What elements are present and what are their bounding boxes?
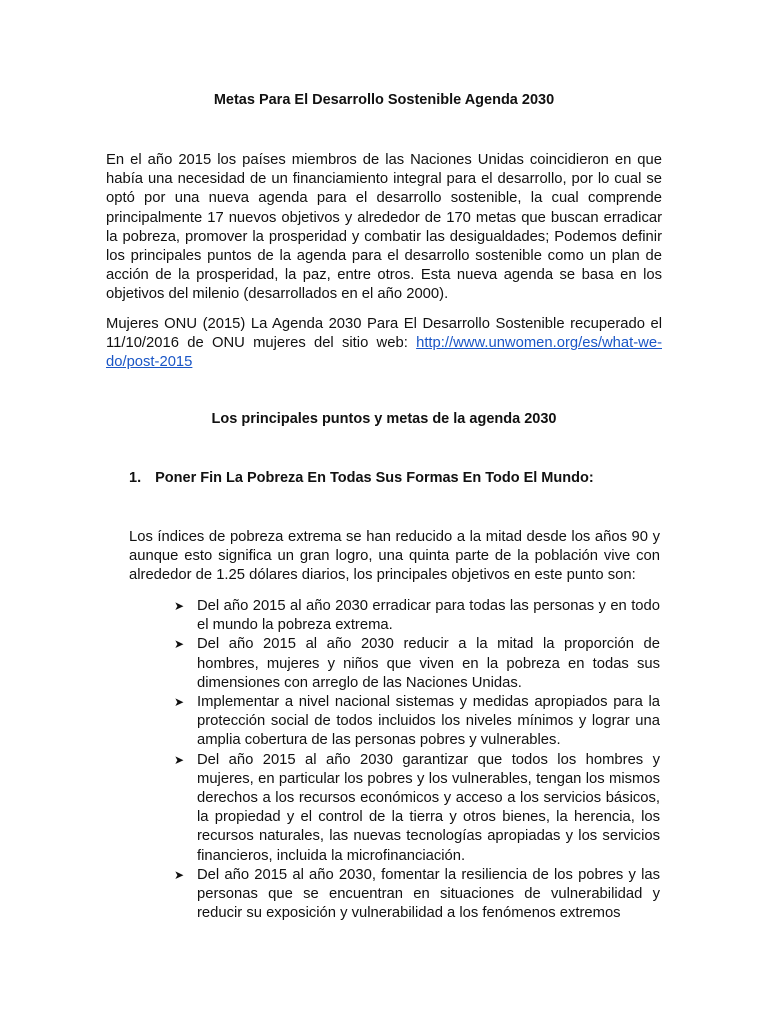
list-item bbox=[172, 866, 660, 924]
bullet-text: Del año 2015 al año 2030 erradicar para todas las personas y en todo el mundo la pobreza extrema. bbox=[197, 598, 660, 634]
section-title: Los principales puntos y metas de la agenda 2030 bbox=[211, 411, 557, 427]
list-item bbox=[172, 597, 660, 635]
bullet-text: Del año 2015 al año 2030 garantizar que todos los hombres y mujeres, en particular los pobres y los vulnerables, tengan los mismos derechos a los recursos económicos y acceso a los servicios básicos, la propiedad y el control de la tierra y otros bienes, la herencia, los recursos naturales, las nuevas tecnologías apropiadas y los servicios financieros, incluida la microfinanciación. bbox=[197, 751, 660, 864]
reference-link[interactable]: http://www.unwomen.org/es/what-we-do/post-2015 bbox=[106, 335, 662, 371]
arrowhead-bullet-icon: ➤ bbox=[174, 637, 185, 652]
arrowhead-bullet-icon: ➤ bbox=[174, 752, 185, 767]
bullet-text: Implementar a nivel nacional sistemas y medidas apropiados para la protección social de todos incluidos los niveles mínimos y lograr una amplia cobertura de las personas pobres y vulnerables. bbox=[197, 694, 660, 749]
list-item bbox=[172, 751, 660, 866]
arrowhead-bullet-icon: ➤ bbox=[174, 599, 185, 613]
list-item bbox=[172, 693, 660, 751]
list-item bbox=[172, 635, 660, 693]
intro-paragraph: En el año 2015 los países miembros de las Naciones Unidas coincidieron en que había una necesidad de un financiamiento integral para el desarrollo, por lo cual se optó por una nueva agenda para el desarrollo sostenible, la cual comprende principalmente 17 nuevos objetivos y alrededor de 170 metas que buscan erradicar la pobreza, promover la prosperidad y combatir las desigualdades; Podemos definir los principales puntos de la agenda para el desarrollo sostenible como un plan de acción de la prosperidad, la paz, entre otros. Esta nueva agenda se basa en los objetivos del milenio (desarrollados en el año 2000). bbox=[106, 152, 662, 303]
item-1-number: 1. bbox=[129, 470, 142, 486]
arrowhead-bullet-icon: ➤ bbox=[174, 867, 185, 882]
bullet-text: Del año 2015 al año 2030, fomentar la resiliencia de los pobres y las personas que se encuentran en situaciones de vulnerabilidad y reducir su exposición y vulnerabilidad a los fenómenos extremos bbox=[197, 866, 660, 922]
item-1-title: Poner Fin La Pobreza En Todas Sus Formas En Todo El Mundo: bbox=[155, 470, 594, 486]
reference-text: Mujeres ONU (2015) La Agenda 2030 Para El Desarrollo Sostenible recuperado el 11/10/2016 de ONU mujeres del sitio web: bbox=[106, 316, 662, 352]
item-1-heading bbox=[129, 470, 594, 486]
bullet-text: Del año 2015 al año 2030 reducir a la mitad la proporción de hombres, mujeres y niños que viven en la pobreza en todas sus dimensiones con arreglo de las Naciones Unidas. bbox=[197, 636, 660, 691]
item-1-body: Los índices de pobreza extrema se han reducido a la mitad desde los años 90 y aunque esto significa un gran logro, una quinta parte de la población vive con alrededor de 1.25 dólares diarios, los principales objetivos en este punto son: bbox=[129, 529, 660, 584]
bullet-list bbox=[172, 597, 660, 923]
reference-paragraph bbox=[106, 315, 662, 373]
arrowhead-bullet-icon: ➤ bbox=[174, 695, 185, 710]
document-title: Metas Para El Desarrollo Sostenible Agenda 2030 bbox=[213, 92, 555, 108]
